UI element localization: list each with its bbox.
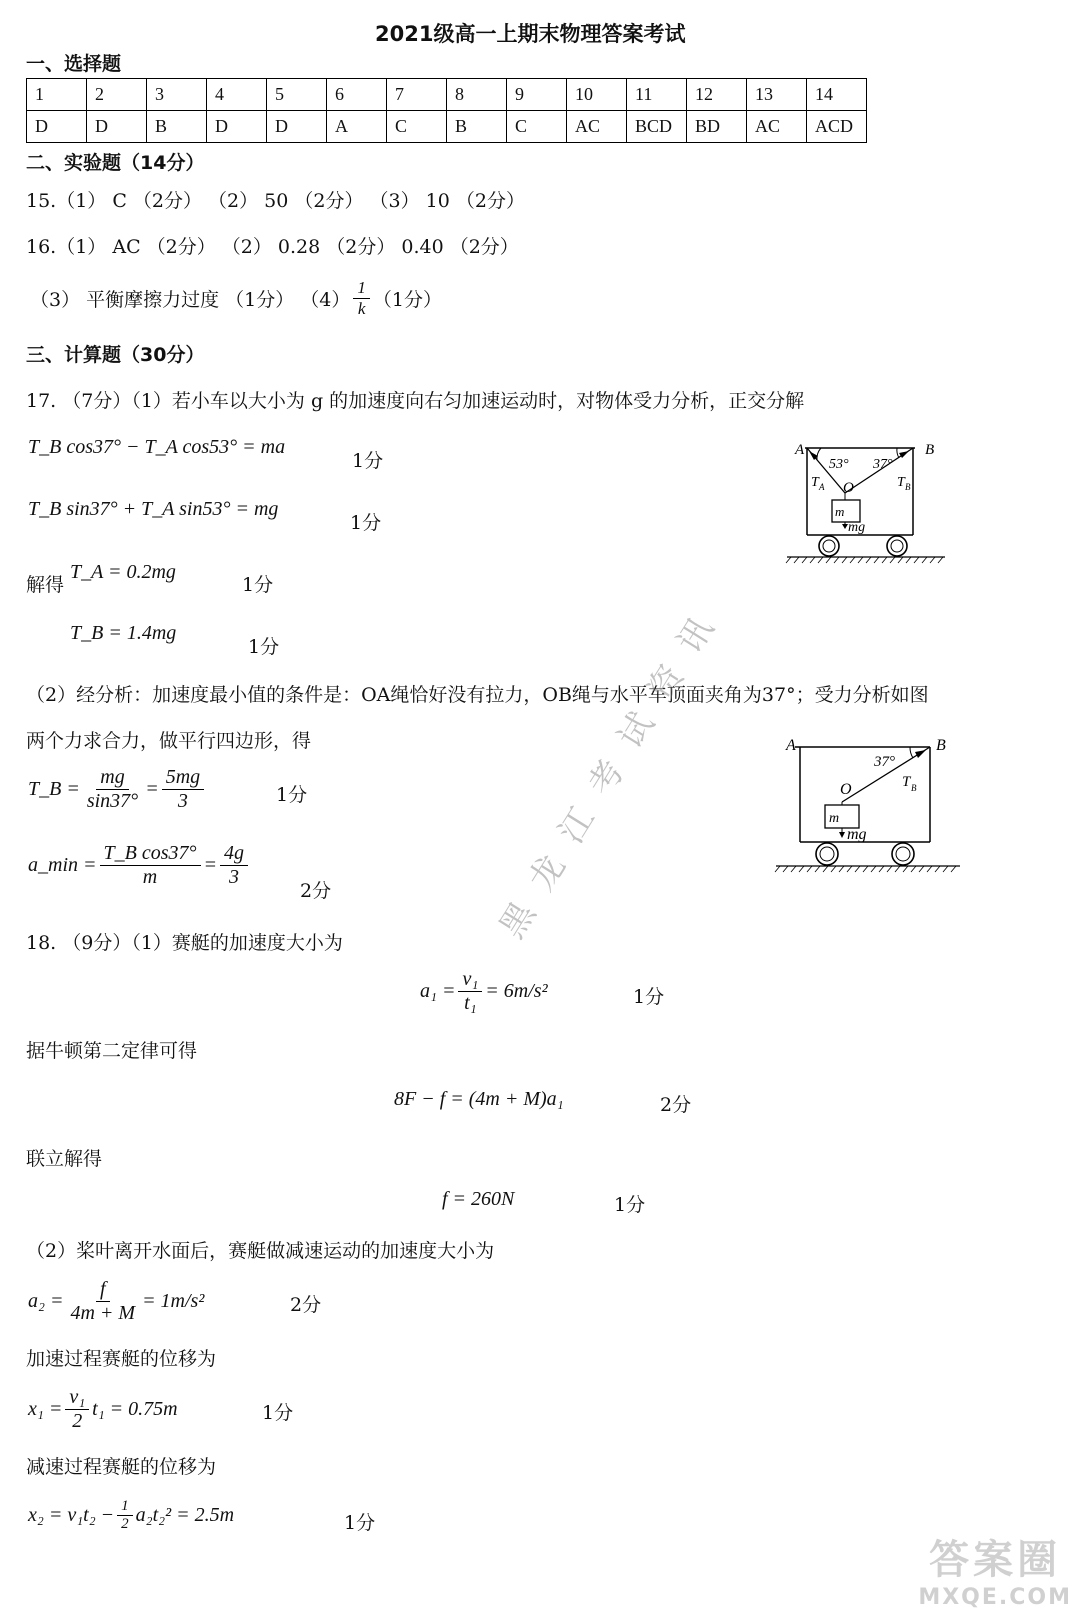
table-cell: 8 [447,79,507,111]
label-B: B [925,442,935,458]
cart-diagram-1 [785,438,950,568]
q17-points2: 1分 [350,512,382,534]
q17-eq5 [28,766,207,813]
label-TB-sub: B [905,482,911,492]
label-O: O [840,781,852,798]
q17-eq6 [28,842,251,889]
frac-numerator: mg [96,766,128,790]
frac-denominator: sin37° [86,790,139,812]
table-cell: AC [747,111,807,143]
site-logo [918,1528,1072,1610]
logo-top-text: 答案圈 [929,1537,1062,1583]
table-cell: 12 [687,79,747,111]
fraction [162,766,204,813]
table-cell: D [267,111,327,143]
label-mg: mg [848,520,866,535]
label-angle-37: 37° [874,754,895,770]
q17-points3: 1分 [242,574,274,596]
table-cell: D [87,111,147,143]
table-cell: B [147,111,207,143]
table-cell: 3 [147,79,207,111]
q17-part2-line1: （2）经分析：加速度最小值的条件是：OA绳恰好没有拉力，OB绳与水平车顶面夹角为37°；受力分析如图 [26,684,929,706]
eq-rhs: a₂t₂² = 2.5m [135,1504,235,1527]
q17-part2-line2: 两个力求合力，做平行四边形，得 [26,730,312,752]
q18-points6: 1分 [344,1512,376,1534]
q18-part2: （2）桨叶离开水面后，赛艇做减速运动的加速度大小为 [26,1240,495,1262]
label-m: m [829,811,840,826]
label-angle-53: 53° [829,457,849,472]
q16-answer: 16.（1） AC （2分） （2） 0.28 （2分） 0.40 （2分） [26,236,519,258]
q17-eq1: T_B cos37° − T_A cos53° = ma [28,436,286,458]
label-TA-sub: A [819,482,825,492]
frac-numerator: T_B cos37° [100,842,201,866]
frac-denominator: t₁ [464,992,477,1014]
q18-eq2: 8F − f = (4m + M)a₁ [394,1088,564,1110]
frac-denominator: m [142,866,158,888]
label-angle-37: 37° [873,457,893,472]
section-experiment-heading: 二、实验题（14分） [26,152,205,174]
table-cell: 4 [207,79,267,111]
q18-disp2-label: 减速过程赛艇的位移为 [26,1456,217,1478]
table-cell: 9 [507,79,567,111]
eq-rhs: = 6m/s² [485,980,548,1002]
q18-intro: 18. （9分）（1）赛艇的加速度大小为 [26,932,343,954]
q18-points5: 1分 [262,1402,294,1424]
table-cell: 13 [747,79,807,111]
q18-points1: 1分 [633,986,665,1008]
q17-eq2: T_B sin37° + T_A sin53° = mg [28,498,279,520]
answer-table-numbers-row [27,79,867,111]
label-TB: T [897,475,905,490]
q17-points5: 1分 [276,784,308,806]
q16-answer-part2 [30,278,442,318]
table-cell: D [207,111,267,143]
q16-part3-text: （3） 平衡摩擦力过度 （1分） （4） [30,288,351,311]
eq-rhs: = 1m/s² [142,1290,205,1312]
q17-points6: 2分 [300,880,332,902]
q18-points4: 2分 [290,1294,322,1316]
watermark-text: 黑龙江考试资讯 [491,591,734,946]
frac-numerator: v₁ [458,968,482,992]
section-calc-heading: 三、计算题（30分） [26,344,205,366]
q17-solve-label: 解得 [26,574,65,596]
frac-numerator: 1 [353,278,370,299]
table-cell: 7 [387,79,447,111]
q17-points1: 1分 [352,450,384,472]
label-A: A [795,442,805,458]
label-TB-sub: B [911,783,917,793]
q18-eq3: f = 260N [442,1188,515,1210]
eq-lhs: T_B = [28,778,80,800]
fraction [66,1278,139,1325]
frac-denominator: 3 [177,790,188,812]
eq-lhs: x₂ = v₁t₂ − [28,1504,115,1527]
q18-eq6 [28,1498,234,1534]
eq-lhs: x₁ = [28,1398,63,1420]
q18-eq1 [420,968,548,1015]
table-cell: BD [687,111,747,143]
table-cell: ACD [807,111,867,143]
q18-points2: 2分 [660,1094,692,1116]
table-cell: C [507,111,567,143]
frac-denominator: 2 [72,1410,83,1432]
frac-denominator: 2 [121,1516,129,1533]
table-cell: 2 [87,79,147,111]
q18-disp1-label: 加速过程赛艇的位移为 [26,1348,217,1370]
label-mg: mg [847,826,867,843]
q17-points4: 1分 [248,636,280,658]
q18-solve-label: 联立解得 [26,1148,103,1170]
table-cell: 10 [567,79,627,111]
frac-denominator: 3 [229,866,239,888]
q18-eq4 [28,1278,204,1325]
cart-diagram-2 [770,732,965,882]
eq-equals: = [145,778,159,800]
answer-table [26,78,867,143]
table-cell: 14 [807,79,867,111]
table-cell: D [27,111,87,143]
table-cell: 6 [327,79,387,111]
fraction [65,1386,89,1433]
fraction [458,968,482,1015]
logo-bottom-text: MXQE.COM [918,1585,1072,1610]
frac-numerator: 4g [220,842,248,866]
q17-intro: 17. （7分）（1）若小车以大小为 g 的加速度向右匀加速运动时，对物体受力分析，正交分解 [26,390,805,412]
fraction [83,766,142,813]
label-B: B [936,737,946,754]
table-cell: AC [567,111,627,143]
q18-newton-label: 据牛顿第二定律可得 [26,1040,198,1062]
table-cell: B [447,111,507,143]
frac-denominator: k [357,298,366,318]
fraction [117,1498,133,1534]
table-cell: 1 [27,79,87,111]
label-m: m [835,504,845,519]
label-A: A [786,737,796,754]
label-TA: T [811,475,819,490]
eq-lhs: a_min = [28,854,97,876]
table-cell: 5 [267,79,327,111]
q16-part4-points: （1分） [372,288,442,311]
fraction [220,842,248,889]
q17-eq3: T_A = 0.2mg [70,561,176,583]
q18-points3: 1分 [614,1194,646,1216]
q15-answer: 15.（1） C （2分） （2） 50 （2分） （3） 10 （2分） [26,190,525,212]
frac-numerator: 5mg [162,766,204,790]
frac-denominator: 4m + M [70,1302,136,1324]
frac-numerator: 1 [117,1498,133,1516]
fraction [100,842,201,889]
fraction-one-over-k [353,278,370,318]
eq-lhs: a₂ = [28,1290,64,1312]
label-TB: T [902,774,911,790]
table-cell: C [387,111,447,143]
table-cell: 11 [627,79,687,111]
eq-lhs: a₁ = [420,980,456,1002]
section-choice-heading: 一、选择题 [26,53,122,75]
eq-equals: = [203,854,217,876]
q17-eq4: T_B = 1.4mg [70,622,177,644]
page-title: 2021级高一上期末物理答案考试 [375,22,686,46]
label-O: O [843,480,854,496]
q18-eq5 [28,1386,178,1433]
answer-table-answers-row [27,111,867,143]
frac-numerator: v₁ [65,1386,89,1410]
table-cell: BCD [627,111,687,143]
eq-rhs: t₁ = 0.75m [92,1398,178,1420]
frac-numerator: f [96,1278,110,1302]
table-cell: A [327,111,387,143]
